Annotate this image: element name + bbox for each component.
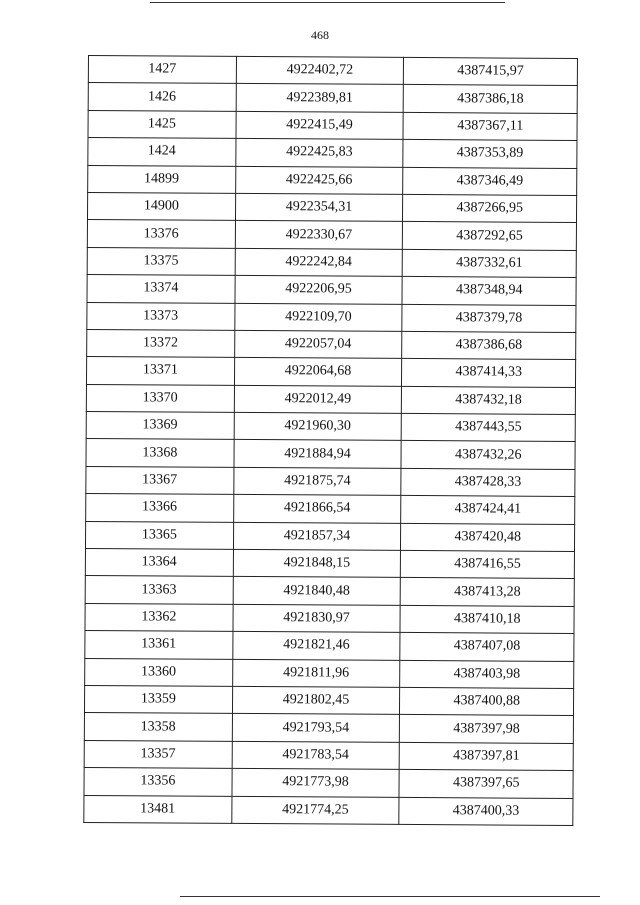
table-row (84, 768, 573, 798)
x-coordinate-cell: 4921960,30 (234, 412, 402, 440)
x-coordinate-cell: 4922057,04 (234, 330, 402, 358)
table-row (84, 795, 573, 825)
table-row (87, 329, 576, 359)
y-coordinate-cell: 4387407,08 (400, 633, 574, 661)
y-coordinate-cell: 4387428,33 (401, 468, 575, 496)
x-coordinate-cell: 4922242,84 (235, 248, 403, 276)
x-coordinate-cell: 4921802,45 (232, 686, 400, 714)
x-coordinate-cell: 4922206,95 (235, 276, 403, 304)
table-row (84, 713, 573, 743)
y-coordinate-cell: 4387400,88 (400, 687, 574, 715)
table-row (86, 357, 575, 387)
page-number: 468 (311, 28, 329, 42)
bottom-rule (180, 896, 600, 897)
y-coordinate-cell: 4387443,55 (401, 414, 575, 442)
point-number-cell: 14900 (87, 192, 235, 220)
y-coordinate-cell: 4387332,61 (402, 249, 576, 277)
x-coordinate-cell: 4921848,15 (233, 549, 401, 577)
point-number-cell: 13365 (85, 521, 233, 549)
table-body (84, 56, 578, 826)
point-number-cell: 13371 (86, 357, 234, 385)
table-row (86, 439, 575, 469)
point-number-cell: 1427 (88, 56, 236, 84)
top-rule (150, 2, 505, 3)
y-coordinate-cell: 4387292,65 (403, 222, 577, 250)
point-number-cell: 13369 (86, 412, 234, 440)
x-coordinate-cell: 4921875,74 (233, 467, 401, 495)
point-number-cell: 13358 (84, 713, 232, 741)
point-number-cell: 13376 (87, 220, 235, 248)
y-coordinate-cell: 4387348,94 (402, 277, 576, 305)
point-number-cell: 13373 (87, 302, 235, 330)
y-coordinate-cell: 4387410,18 (400, 605, 574, 633)
point-number-cell: 14899 (88, 165, 236, 193)
table-row (88, 83, 577, 113)
x-coordinate-cell: 4921821,46 (232, 632, 400, 660)
x-coordinate-cell: 4922330,67 (235, 221, 403, 249)
y-coordinate-cell: 4387397,65 (399, 770, 573, 798)
coordinates-table (83, 55, 578, 826)
x-coordinate-cell: 4921811,96 (232, 659, 400, 687)
table-row (85, 631, 574, 661)
point-number-cell: 13363 (85, 576, 233, 604)
point-number-cell: 13481 (84, 795, 232, 823)
point-number-cell: 13360 (85, 658, 233, 686)
table-row (86, 494, 575, 524)
x-coordinate-cell: 4921857,34 (233, 522, 401, 550)
y-coordinate-cell: 4387403,98 (400, 660, 574, 688)
y-coordinate-cell: 4387379,78 (402, 304, 576, 332)
table-row (88, 56, 577, 86)
point-number-cell: 13374 (87, 275, 235, 303)
y-coordinate-cell: 4387397,81 (399, 742, 573, 770)
y-coordinate-cell: 4387397,98 (400, 715, 574, 743)
y-coordinate-cell: 4387414,33 (402, 359, 576, 387)
point-number-cell: 13357 (84, 740, 232, 768)
y-coordinate-cell: 4387346,49 (403, 167, 577, 195)
table-row (86, 412, 575, 442)
point-number-cell: 13375 (87, 247, 235, 275)
point-number-cell: 1426 (88, 83, 236, 111)
x-coordinate-cell: 4921783,54 (232, 741, 400, 769)
x-coordinate-cell: 4922064,68 (234, 358, 402, 386)
y-coordinate-cell: 4387386,68 (402, 331, 576, 359)
table-row (87, 302, 576, 332)
y-coordinate-cell: 4387266,95 (403, 194, 577, 222)
x-coordinate-cell: 4921884,94 (234, 440, 402, 468)
point-number-cell: 1424 (88, 138, 236, 166)
y-coordinate-cell: 4387415,97 (404, 57, 578, 85)
table-row (86, 384, 575, 414)
table-row (85, 521, 574, 551)
x-coordinate-cell: 4921866,54 (233, 495, 401, 523)
x-coordinate-cell: 4922415,49 (236, 111, 404, 139)
point-number-cell: 13362 (85, 603, 233, 631)
table-row (88, 110, 577, 140)
point-number-cell: 13370 (86, 384, 234, 412)
table-row (85, 658, 574, 688)
point-number-cell: 13372 (87, 329, 235, 357)
table-row (85, 576, 574, 606)
y-coordinate-cell: 4387432,18 (402, 386, 576, 414)
x-coordinate-cell: 4922109,70 (234, 303, 402, 331)
x-coordinate-cell: 4922425,83 (235, 139, 403, 167)
y-coordinate-cell: 4387353,89 (403, 140, 577, 168)
point-number-cell: 1425 (88, 110, 236, 138)
point-number-cell: 13361 (85, 631, 233, 659)
point-number-cell: 13368 (86, 439, 234, 467)
table-row (87, 275, 576, 305)
x-coordinate-cell: 4921774,25 (231, 796, 399, 824)
x-coordinate-cell: 4922012,49 (234, 385, 402, 413)
x-coordinate-cell: 4921830,97 (233, 604, 401, 632)
point-number-cell: 13364 (85, 549, 233, 577)
y-coordinate-cell: 4387386,18 (403, 85, 577, 113)
y-coordinate-cell: 4387416,55 (401, 550, 575, 578)
y-coordinate-cell: 4387413,28 (400, 578, 574, 606)
table-row (86, 466, 575, 496)
table-row (88, 165, 577, 195)
x-coordinate-cell: 4921793,54 (232, 714, 400, 742)
table-row (84, 685, 573, 715)
x-coordinate-cell: 4921840,48 (233, 577, 401, 605)
x-coordinate-cell: 4922389,81 (236, 84, 404, 112)
table-row (87, 247, 576, 277)
table-row (85, 603, 574, 633)
point-number-cell: 13359 (84, 685, 232, 713)
y-coordinate-cell: 4387420,48 (401, 523, 575, 551)
table-row (85, 549, 574, 579)
table-row (88, 138, 577, 168)
point-number-cell: 13356 (84, 768, 232, 796)
table-row (87, 192, 576, 222)
point-number-cell: 13367 (86, 466, 234, 494)
x-coordinate-cell: 4922402,72 (236, 56, 404, 84)
x-coordinate-cell: 4922425,66 (235, 166, 403, 194)
y-coordinate-cell: 4387424,41 (401, 496, 575, 524)
point-number-cell: 13366 (86, 494, 234, 522)
x-coordinate-cell: 4922354,31 (235, 193, 403, 221)
y-coordinate-cell: 4387367,11 (403, 112, 577, 140)
table-row (87, 220, 576, 250)
y-coordinate-cell: 4387400,33 (399, 797, 573, 825)
table-row (84, 740, 573, 770)
y-coordinate-cell: 4387432,26 (401, 441, 575, 469)
x-coordinate-cell: 4921773,98 (232, 769, 400, 797)
